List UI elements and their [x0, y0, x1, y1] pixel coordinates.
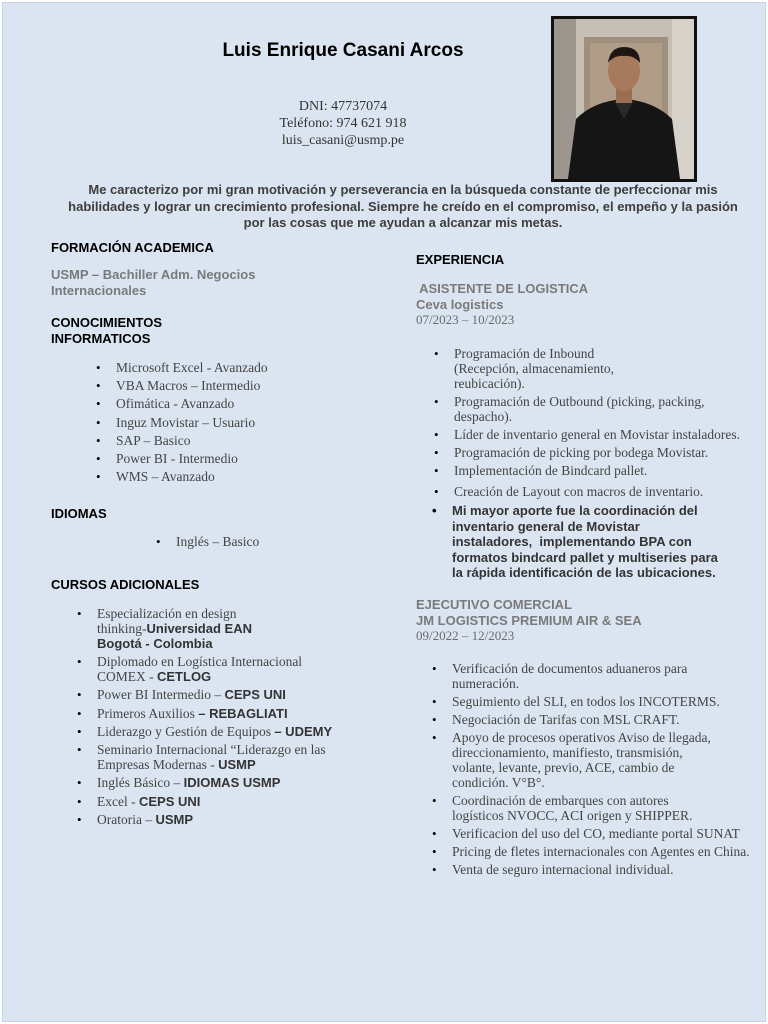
computing-skills-list [116, 360, 366, 487]
list-item: • Líder de inventario general en Movistar instaladores. [454, 427, 764, 442]
computing-heading-line: INFORMATICOS [51, 331, 151, 346]
list-item [97, 742, 407, 772]
duty-line: • Programación de Outbound (picking, packing, [454, 394, 705, 409]
list-item [97, 794, 407, 809]
list-item: • Pricing de fletes internacionales con Agentes en China. [452, 844, 768, 859]
course-institution: USMP [218, 757, 256, 772]
course-line [97, 757, 407, 772]
job1-duties-list [454, 346, 764, 499]
duty-line: logísticos NVOCC, ACI origen y SHIPPER. [452, 808, 693, 823]
list-item: • Programación de picking por bodega Movistar. [454, 445, 764, 460]
list-item [97, 724, 407, 739]
course-institution: CEPS UNI [138, 793, 201, 809]
computing-heading-line: CONOCIMIENTOS [51, 315, 162, 330]
computing-heading [51, 315, 162, 347]
job-company: Ceva logistics [416, 296, 504, 312]
profile-photo-image [554, 19, 694, 179]
list-item [452, 503, 762, 581]
course-name: COMEX - [97, 669, 157, 684]
list-item [452, 661, 768, 691]
course-line [97, 669, 407, 684]
professional-summary: Me caracterizo por mi gran motivación y perseverancia en la búsqueda constante de perfeccionar mis habilidades y lograr un crecimiento profesional. Siempre he creído en el compromiso, el empeño y la pasión por las cosas que me ayudan a alcanzar mis metas. [68, 182, 738, 230]
list-item: • VBA Macros – Intermedio [116, 378, 366, 396]
highlight-line: instaladores, implementando BPA con [452, 534, 692, 549]
job2-duties-list [452, 661, 768, 877]
course-name: Empresas Modernas - [97, 757, 219, 772]
job-title: ASISTENTE DE LOGISTICA [416, 281, 589, 296]
candidate-name: Luis Enrique Casani Arcos [222, 40, 464, 61]
list-item [452, 793, 768, 823]
course-institution: CEPS UNI [224, 687, 286, 702]
list-item [97, 775, 407, 790]
course-institution: CETLOG [157, 669, 212, 684]
phone: Teléfono: 974 621 918 [279, 116, 407, 131]
course-name: Excel - [97, 793, 139, 809]
duty-line: numeración. [452, 676, 520, 691]
course-location: Bogotá - Colombia [97, 636, 213, 651]
list-item [452, 730, 768, 790]
duty-line: direccionamiento, manifiesto, transmisión, [452, 745, 683, 760]
list-item: • Verificacion del uso del CO, mediante portal SUNAT [452, 826, 768, 841]
list-item [97, 812, 407, 827]
education-line: USMP – Bachiller Adm. Negocios [51, 267, 256, 282]
duty-line: • Apoyo de procesos operativos Aviso de llegada, [452, 730, 711, 745]
course-name: • Diplomado en Logística Internacional [97, 654, 303, 669]
list-item: • SAP – Basico [116, 433, 366, 451]
resume-page [2, 2, 766, 1022]
job-company: JM LOGISTICS PREMIUM AIR & SEA [416, 612, 642, 628]
education-heading: FORMACIÓN ACADEMICA [51, 240, 214, 255]
courses-heading: CURSOS ADICIONALES [51, 577, 200, 592]
list-item: • Power BI - Intermedio [116, 451, 366, 469]
courses-list [97, 606, 407, 827]
contact-block [193, 98, 493, 149]
languages-heading: IDIOMAS [51, 506, 107, 521]
list-item: • Inglés – Basico [176, 534, 356, 549]
list-item: • Seguimiento del SLI, en todos los INCOTERMS. [452, 694, 768, 709]
course-name: Oratoria – [97, 812, 156, 827]
list-item [454, 346, 764, 391]
list-item: • Creación de Layout con macros de inventario. [454, 484, 764, 499]
list-item [97, 706, 407, 721]
list-item: • Venta de seguro internacional individual. [452, 862, 768, 877]
email: luis_casani@usmp.pe [281, 133, 405, 148]
course-institution: Universidad EAN [146, 621, 252, 636]
course-name: Primeros Auxilios [97, 705, 199, 721]
list-item [97, 654, 407, 684]
duty-line: condición. V°B°. [452, 775, 545, 790]
course-institution: – UDEMY [274, 724, 333, 739]
list-item: • Inguz Movistar – Usuario [116, 415, 366, 433]
education-line: Internacionales [51, 282, 147, 298]
job-header-1 [416, 281, 588, 327]
list-item: • Implementación de Bindcard pallet. [454, 463, 764, 478]
job-title: EJECUTIVO COMERCIAL [416, 597, 573, 612]
job-dates: 07/2023 – 10/2023 [416, 312, 515, 327]
course-name: thinking- [97, 621, 147, 636]
list-item: • Negociación de Tarifas con MSL CRAFT. [452, 712, 768, 727]
course-institution: IDIOMAS USMP [183, 775, 281, 790]
course-name: Liderazgo y Gestión de Equipos [97, 724, 275, 739]
course-institution: USMP [155, 812, 194, 827]
duty-line: (Recepción, almacenamiento, [454, 361, 615, 376]
list-item: • WMS – Avanzado [116, 469, 366, 487]
highlight-line: • Mi mayor aporte fue la coordinación del [452, 503, 698, 518]
list-item [97, 606, 407, 651]
highlight-line: formatos bindcard pallet y multiseries para [452, 549, 718, 565]
languages-list [176, 534, 356, 549]
course-line [97, 621, 407, 636]
experience-heading: EXPERIENCIA [416, 252, 505, 267]
duty-line: despacho). [454, 409, 513, 424]
education-entry [51, 267, 255, 298]
job-dates: 09/2022 – 12/2023 [416, 628, 515, 643]
list-item [454, 394, 764, 424]
highlight-line: inventario general de Movistar [452, 518, 640, 534]
duty-line: • Coordinación de embarques con autores [452, 793, 669, 808]
list-item: • Ofimática - Avanzado [116, 396, 366, 414]
profile-photo [551, 16, 697, 182]
duty-line: reubicación). [454, 376, 525, 391]
course-name: • Especialización en design [97, 606, 237, 621]
job1-highlight [452, 503, 762, 581]
course-name: Power BI Intermedio – [97, 687, 225, 702]
dni: DNI: 47737074 [298, 99, 388, 114]
highlight-line: la rápida identificación de las ubicaciones. [452, 565, 716, 580]
job-header-2 [416, 597, 642, 643]
list-item [97, 687, 407, 702]
duty-line: volante, levante, previo, ACE, cambio de [452, 760, 675, 775]
course-institution: – REBAGLIATI [198, 705, 288, 721]
duty-line: • Verificación de documentos aduaneros para [452, 661, 688, 676]
duty-line: • Programación de Inbound [454, 346, 595, 361]
course-name: • Seminario Internacional “Liderazgo en las [97, 742, 326, 757]
list-item: • Microsoft Excel - Avanzado [116, 360, 366, 378]
course-name: Inglés Básico – [97, 775, 184, 790]
